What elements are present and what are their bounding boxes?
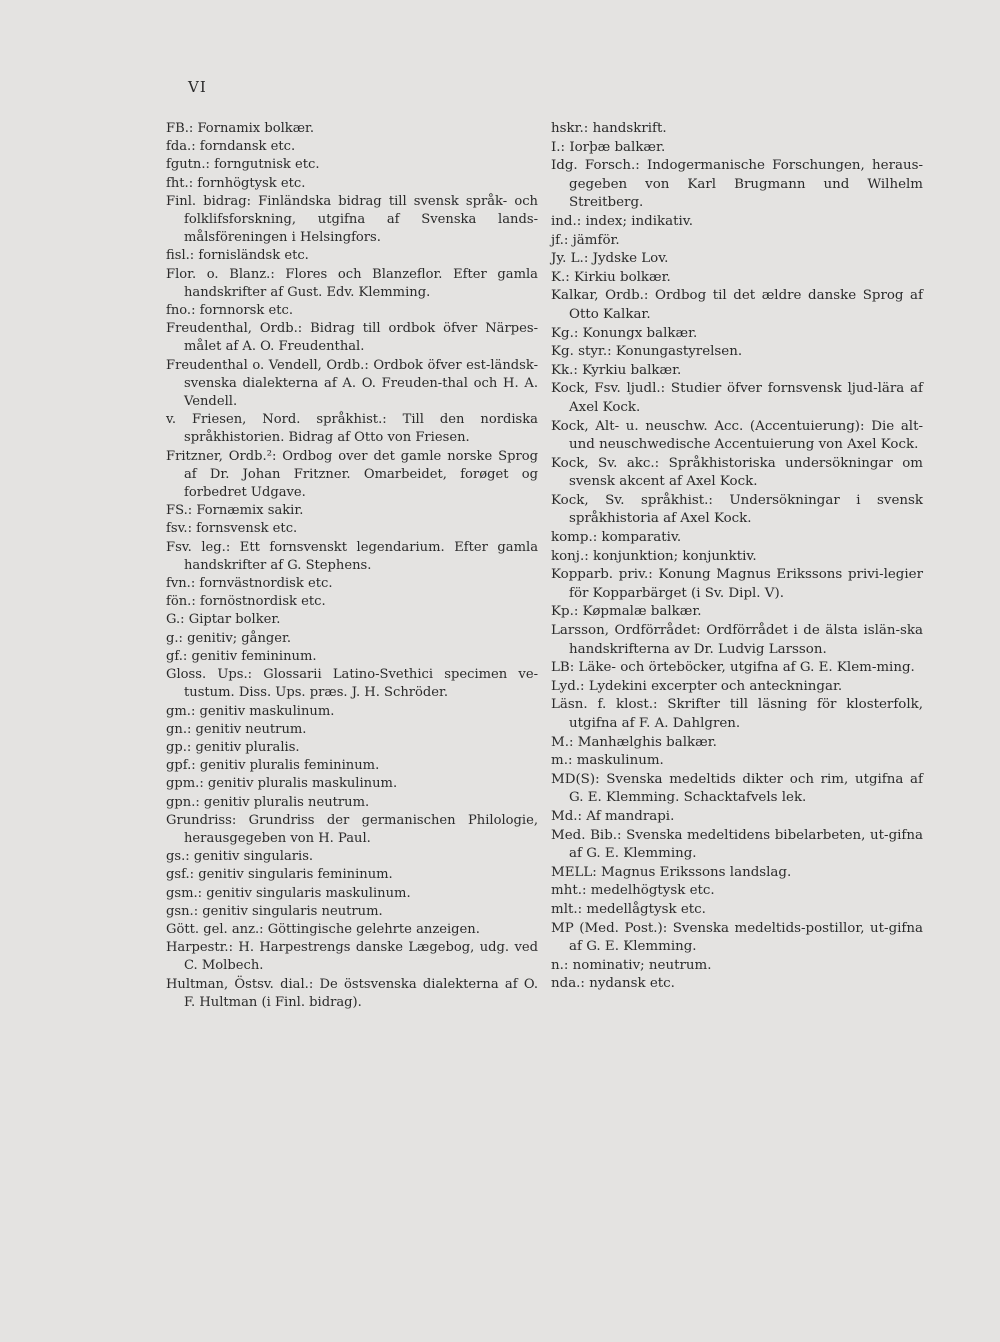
abbreviation-entry: hskr.: handskrift. (551, 121, 667, 136)
abbreviation-entry: MP (Med. Post.): Svenska medeltids-postillor, ut-gifna af G. E. Klemming. (551, 920, 923, 955)
abbreviation-entry: Hultman, Östsv. dial.: De östsvenska dialekterna af O. F. Hultman (i Finl. bidrag). (166, 976, 538, 1010)
abbreviation-entry: Fritzner, Ordb.²: Ordbog over det gamle norske Sprog af Dr. Johan Fritzner. Omarbeidet, forøget og forbedret Udgave. (166, 448, 538, 501)
abbreviation-entry: M.: Manhælghis balkær. (551, 734, 717, 750)
abbreviation-entry: Harpestr.: H. Harpestrengs danske Lægebog, udg. ved C. Molbech. (166, 940, 538, 974)
abbreviation-entry: gsn.: genitiv singularis neutrum. (166, 903, 383, 919)
abbreviation-entry: Kg. styr.: Konungastyrelsen. (551, 344, 743, 360)
abbreviation-entry: MELL: Magnus Erikssons landslag. (551, 864, 792, 880)
abbreviation-entry: gpf.: genitiv pluralis femininum. (166, 758, 380, 774)
abbreviation-entry: gn.: genitiv neutrum. (166, 721, 307, 737)
abbreviation-entry: I.: Iorþæ balkær. (551, 139, 666, 155)
abbreviation-entry: Kp.: Køpmalæ balkær. (551, 604, 702, 620)
abbreviation-entry: g.: genitiv; gånger. (166, 630, 292, 646)
left-column (166, 120, 538, 1012)
abbreviation-entry: Lyd.: Lydekini excerpter och anteckningar. (551, 678, 843, 694)
abbreviation-entry: gf.: genitiv femininum. (166, 648, 317, 664)
abbreviation-entry: FB.: Fornamix bolkær. (166, 121, 315, 136)
abbreviation-entry: gp.: genitiv pluralis. (166, 739, 300, 755)
abbreviation-entry: Md.: Af mandrapi. (551, 808, 675, 824)
abbreviation-entry: MD(S): Svenska medeltids dikter och rim, utgifna af G. E. Klemming. Schacktafvels lek. (551, 771, 923, 806)
abbreviation-entry: mlt.: medellågtysk etc. (551, 901, 706, 917)
abbreviation-entry: gsf.: genitiv singularis femininum. (166, 867, 393, 883)
abbreviation-entry: Kock, Sv. akc.: Språkhistoriska undersökningar om svensk akcent af Axel Kock. (551, 455, 923, 490)
abbreviation-entry: Jy. L.: Jydske Lov. (551, 251, 669, 267)
abbreviation-entry: Kock, Alt- u. neuschw. Acc. (Accentuierung): Die alt- und neuschwedische Accentuierung von Axel Kock. (551, 418, 923, 453)
abbreviation-entry: ind.: index; indikativ. (551, 213, 693, 229)
abbreviation-entry: fvn.: fornvästnordisk etc. (166, 576, 333, 592)
abbreviation-entry: Med. Bib.: Svenska medeltidens bibelarbeten, ut-gifna af G. E. Klemming. (551, 827, 923, 862)
abbreviation-entry: fgutn.: forngutnisk etc. (166, 157, 320, 173)
abbreviation-entry: fht.: fornhögtysk etc. (166, 175, 306, 191)
abbreviation-entry: gsm.: genitiv singularis maskulinum. (166, 885, 411, 901)
abbreviation-entry: jf.: jämför. (551, 232, 620, 248)
abbreviation-entry: nda.: nydansk etc. (551, 976, 675, 992)
abbreviation-entry: fisl.: fornisländsk etc. (166, 248, 309, 264)
page-number: VI (188, 78, 207, 96)
abbreviation-entry: v. Friesen, Nord. språkhist.: Till den nordiska språkhistorien. Bidrag af Otto von Friesen. (166, 412, 538, 446)
abbreviation-entry: Freudenthal o. Vendell, Ordb.: Ordbok öfver est-ländsk-svenska dialekterna af A. O. Freuden-thal och H. A. Vendell. (166, 357, 538, 410)
abbreviation-entry: FS.: Fornæmix sakir. (166, 503, 304, 519)
abbreviation-entry: gm.: genitiv maskulinum. (166, 703, 335, 719)
abbreviation-entry: fsv.: fornsvensk etc. (166, 521, 298, 537)
abbreviation-entry: fno.: fornnorsk etc. (166, 303, 293, 319)
abbreviation-entry: gs.: genitiv singularis. (166, 849, 314, 865)
abbreviation-entry: fön.: fornöstnordisk etc. (166, 594, 326, 610)
abbreviation-entry: konj.: konjunktion; konjunktiv. (551, 548, 757, 564)
abbreviation-entry: K.: Kirkiu bolkær. (551, 269, 671, 285)
abbreviation-entry: Gloss. Ups.: Glossarii Latino-Svethici specimen ve-tustum. Diss. Ups. præs. J. H. Schröder. (166, 667, 538, 701)
abbreviation-entry: m.: maskulinum. (551, 753, 664, 769)
abbreviation-entry: Larsson, Ordförrådet: Ordförrådet i de älsta islän-ska handskrifterna av Dr. Ludvig Larsson. (551, 623, 923, 657)
abbreviation-entry: Idg. Forsch.: Indogermanische Forschungen, heraus-gegeben von Karl Brugmann und Wilhelm Streitberg. (551, 158, 923, 211)
abbreviation-entry: Finl. bidrag: Finländska bidrag till svensk språk- och folklifsforskning, utgifna af Svenska lands-målsföreningen i Helsingfors. (166, 193, 538, 246)
abbreviation-entry: Kg.: Konungx balkær. (551, 325, 698, 341)
abbreviation-entry: Kalkar, Ordb.: Ordbog til det ældre danske Sprog af Otto Kalkar. (551, 288, 923, 322)
abbreviation-entry: Kk.: Kyrkiu balkær. (551, 362, 682, 378)
abbreviation-entry: Fsv. leg.: Ett fornsvenskt legendarium. Efter gamla handskrifter af G. Stephens. (166, 539, 538, 573)
abbreviation-entry: gpm.: genitiv pluralis maskulinum. (166, 776, 398, 792)
abbreviation-entry: Grundriss: Grundriss der germanischen Philologie, herausgegeben von H. Paul. (166, 812, 538, 846)
abbreviation-entry: Gött. gel. anz.: Göttingische gelehrte anzeigen. (166, 921, 480, 937)
abbreviation-entry: G.: Giptar bolker. (166, 612, 281, 628)
abbreviation-entry: mht.: medelhögtysk etc. (551, 883, 715, 899)
abbreviation-entry: Flor. o. Blanz.: Flores och Blanzeflor. Efter gamla handskrifter af Gust. Edv. Klemming. (166, 266, 538, 300)
abbreviation-entry: Kopparb. priv.: Konung Magnus Erikssons privi-legier för Kopparbärget (i Sv. Dipl. V). (551, 567, 923, 601)
right-column (551, 120, 923, 994)
abbreviation-entry: Kock, Sv. språkhist.: Undersökningar i svensk språkhistoria af Axel Kock. (551, 492, 923, 527)
abbreviation-entry: n.: nominativ; neutrum. (551, 957, 712, 973)
abbreviation-entry: LB: Läke- och örteböcker, utgifna af G. E. Klem-ming. (551, 660, 915, 676)
abbreviation-entry: gpn.: genitiv pluralis neutrum. (166, 794, 370, 810)
abbreviation-entry: Freudenthal, Ordb.: Bidrag till ordbok öfver Närpes-målet af A. O. Freudenthal. (166, 321, 538, 355)
abbreviation-entry: fda.: forndansk etc. (166, 139, 296, 155)
abbreviation-entry: Kock, Fsv. ljudl.: Studier öfver fornsvensk ljud-lära af Axel Kock. (551, 381, 923, 415)
abbreviation-entry: komp.: komparativ. (551, 530, 682, 546)
abbreviation-entry: Läsn. f. klost.: Skrifter till läsning för klosterfolk, utgifna af F. A. Dahlgren. (551, 697, 923, 731)
